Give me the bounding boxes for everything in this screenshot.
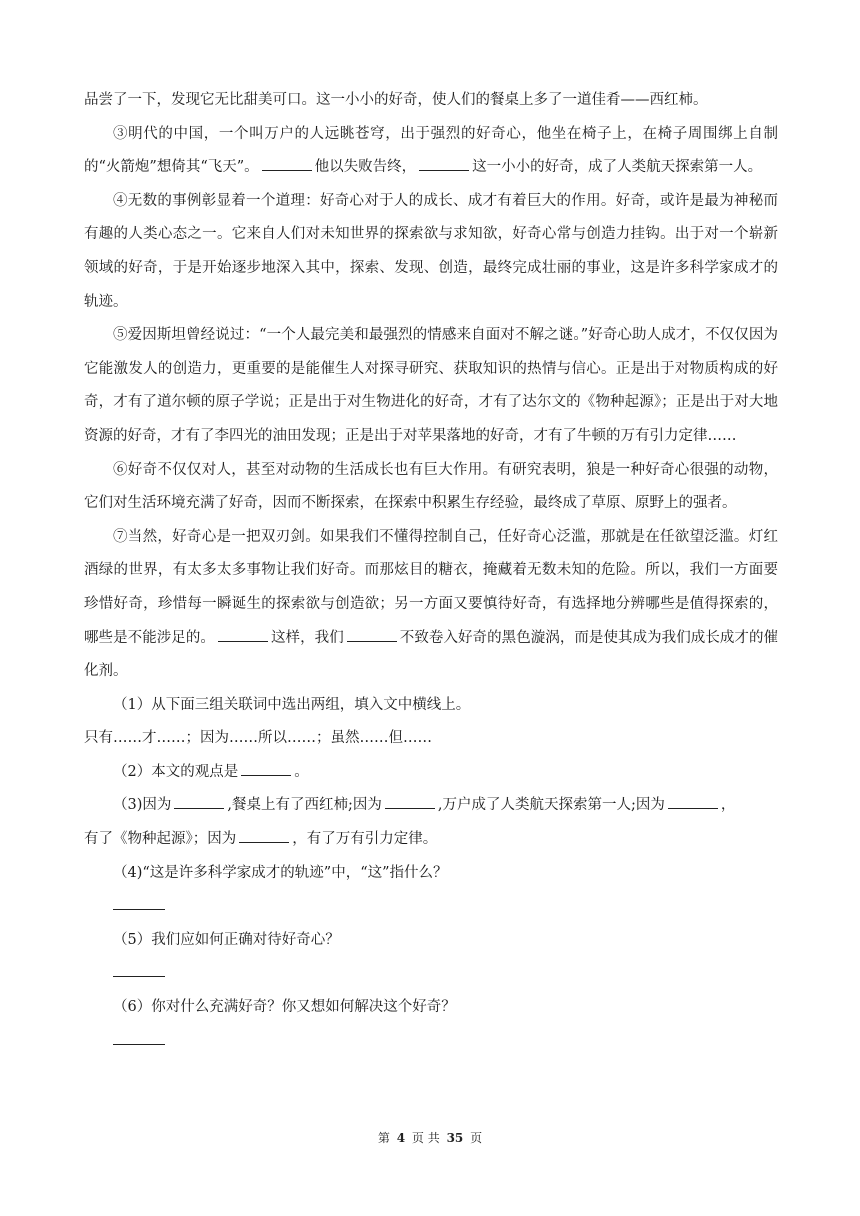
question-3-blank-4[interactable] <box>239 828 289 843</box>
fill-blank-1[interactable] <box>262 156 312 171</box>
question-3-text-c: ,万户成了人类航天探索第一人;因为 <box>437 797 665 814</box>
question-3-text-e: 有了《物种起源》；因为 <box>84 831 237 848</box>
question-2-answer-blank[interactable] <box>241 761 291 776</box>
question-3-text-d: ， <box>720 797 736 814</box>
question-3-blank-3[interactable] <box>668 794 718 809</box>
question-2-text: （2）本文的观点是 <box>113 763 239 780</box>
fill-blank-4[interactable] <box>347 627 397 642</box>
paragraph-6: ⑥好奇不仅仅对人，甚至对动物的生活成长也有巨大作用。有研究表明，狼是一种好奇心很强的动物，它们对生活环境充满了好奇，因而不断探索，在探索中积累生存经验，最终成了草原、原野上的强者。 <box>84 461 778 512</box>
footer-suffix: 页 <box>470 1131 483 1145</box>
paragraph-3-text-c: 这一小小的好奇，成了人类航天探索第一人。 <box>472 159 763 176</box>
question-3-continued <box>84 823 778 857</box>
paragraph-3 <box>84 118 778 185</box>
question-4: （4)“这是许多科学家成才的轨迹”中，“这”指什么？ <box>113 864 448 881</box>
question-3 <box>84 789 778 823</box>
answer-line-4[interactable] <box>113 893 165 910</box>
paragraph-7-text-b: 这样，我们 <box>270 629 344 646</box>
question-3-text-f: ，有了万有引力定律。 <box>292 831 438 848</box>
paragraph-7-text-c: 不致卷入好奇的黑色漩涡，而是使其成为我们成长成才的催化剂。 <box>84 629 779 680</box>
question-1: （1）从下面三组关联词中选出两组，填入文中横线上。 <box>113 696 471 713</box>
question-2-end: 。 <box>294 763 309 780</box>
question-6: （6）你对什么充满好奇？你又想如何解决这个好奇？ <box>113 999 456 1016</box>
question-5-answer-line <box>84 957 778 991</box>
fill-blank-2[interactable] <box>419 156 469 171</box>
footer-prefix: 第 <box>377 1131 390 1145</box>
paragraph-7 <box>84 521 778 689</box>
fill-blank-3[interactable] <box>218 627 268 642</box>
question-2 <box>84 756 778 790</box>
total-page-count: 35 <box>446 1131 464 1145</box>
question-3-text-b: ,餐桌上有了西红柿;因为 <box>227 797 382 814</box>
footer-mid: 页 共 <box>411 1131 440 1145</box>
question-3-text-a: （3)因为 <box>113 797 172 814</box>
current-page-number: 4 <box>396 1131 406 1145</box>
question-3-blank-1[interactable] <box>174 794 224 809</box>
question-6-answer-line <box>84 1025 778 1059</box>
page-footer <box>0 1129 860 1146</box>
answer-line-5[interactable] <box>113 960 165 977</box>
question-1-options: 只有……才……；因为……所以……；虽然……但…… <box>84 730 432 747</box>
paragraph-7-text-a: ⑦当然，好奇心是一把双刃剑。如果我们不懂得控制自己，任好奇心泛滥，那就是在任欲望泛滥。灯红酒绿的世界，有太多太多事物让我们好奇。而那炫目的糖衣，掩藏着无数未知的危险。所以，我们一方面要珍惜好奇，珍惜每一瞬诞生的探索欲与创造欲；另一方面又要慎待好奇，有选择地分辨哪些是值得探索的，哪些是不能涉足的。 <box>84 528 778 646</box>
paragraph-5: ⑤爱因斯坦曾经说过：“一个人最完美和最强烈的情感来自面对不解之谜。”好奇心助人成才，不仅仅因为它能激发人的创造力，更重要的是能催生人对探寻研究、获取知识的热情与信心。正是出于对物质构成的好奇，才有了道尔顿的原子学说；正是出于对生物进化的好奇，才有了达尔文的《物种起源》；正是出于对大地资源的好奇，才有了李四光的油田发现；正是出于对苹果落地的好奇，才有了牛顿的万有引力定律…… <box>84 327 778 444</box>
question-3-blank-2[interactable] <box>385 794 435 809</box>
passage-content <box>84 84 778 1058</box>
paragraph-4: ④无数的事例彰显着一个道理：好奇心对于人的成长、成才有着巨大的作用。好奇，或许是最为神秘而有趣的人类心态之一。它来自人们对未知世界的探索欲与求知欲，好奇心常与创造力挂钩。出于对一个崭新领域的好奇，于是开始逐步地深入其中，探索、发现、创造，最终完成壮丽的事业，这是许多科学家成才的轨迹。 <box>84 192 778 310</box>
question-4-answer-line <box>84 890 778 924</box>
paragraph-3-text-b: 他以失败告终， <box>314 159 417 176</box>
paragraph-tomato-end: 品尝了一下，发现它无比甜美可口。这一小小的好奇，使人们的餐桌上多了一道佳肴——西红柿。 <box>84 92 708 108</box>
paragraph-3-text-a: ③明代的中国，一个叫万户的人远眺苍穹，出于强烈的好奇心，他坐在椅子上，在椅子周围绑上自制的“火箭炮”想倚其“飞天”。 <box>84 125 778 176</box>
question-5: （5）我们应如何正确对待好奇心？ <box>113 931 340 948</box>
answer-line-6[interactable] <box>113 1028 165 1045</box>
